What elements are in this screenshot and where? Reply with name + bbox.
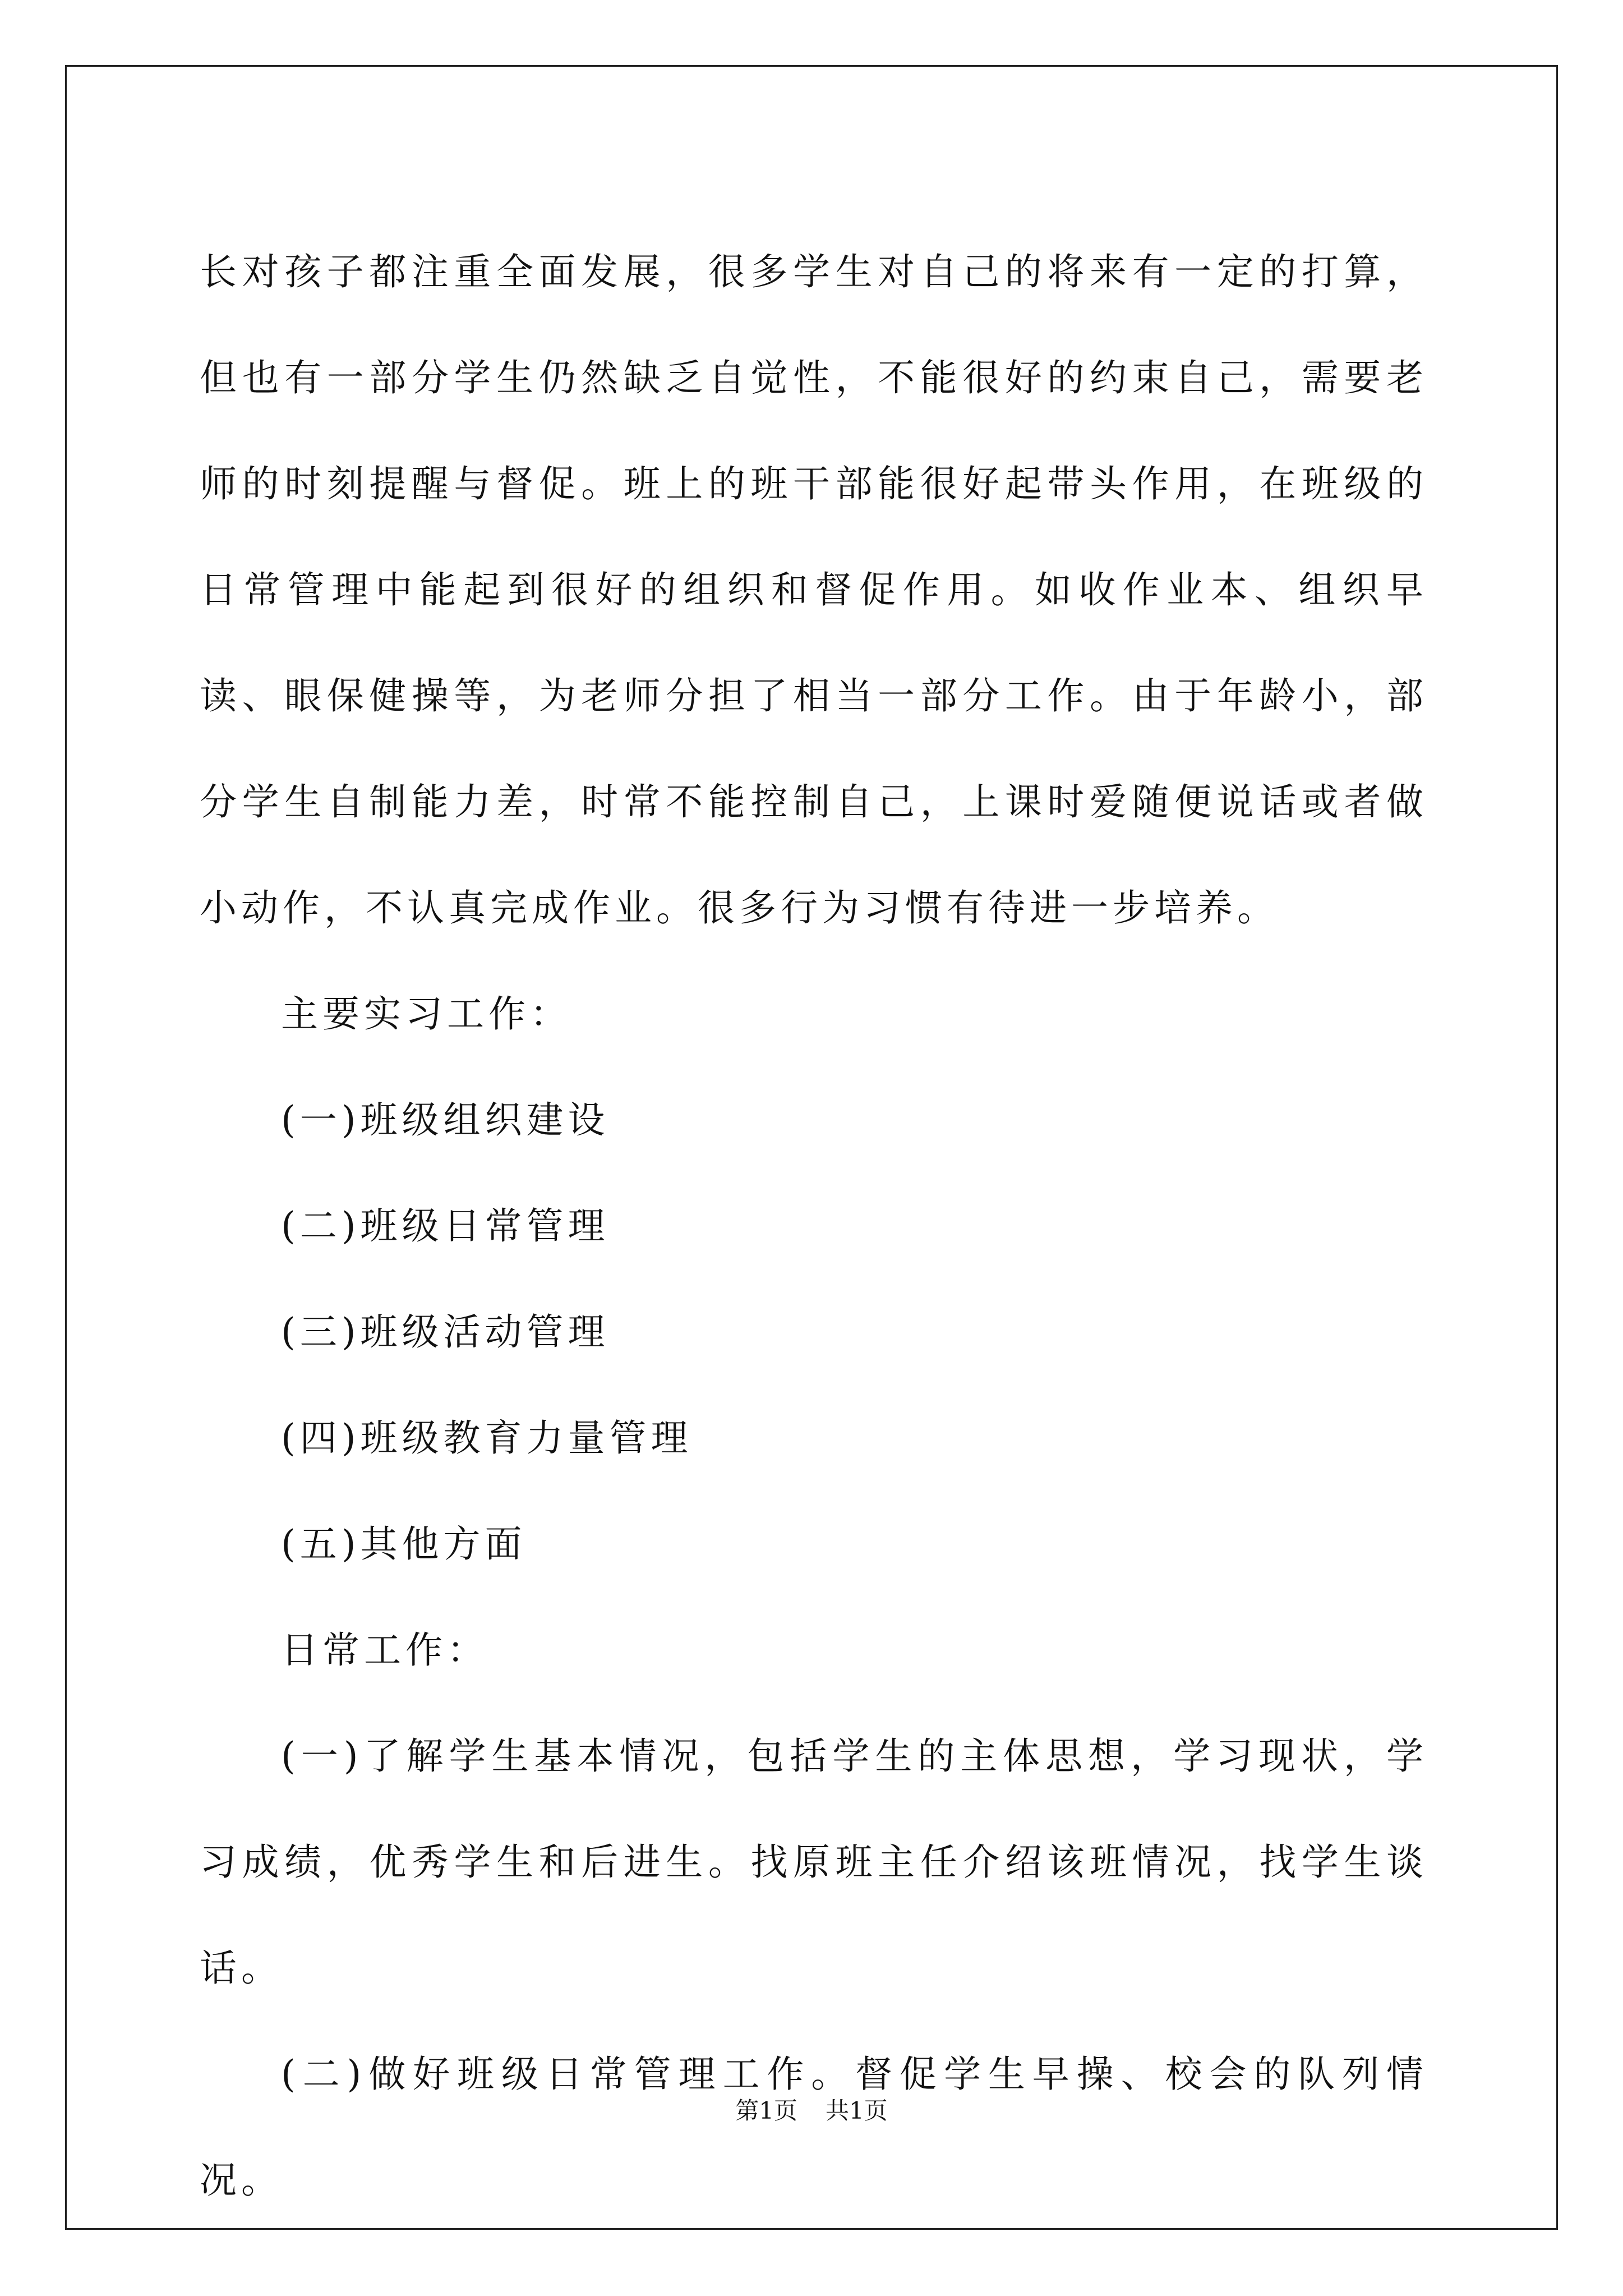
list-item: (二)班级日常管理 bbox=[281, 1204, 610, 1248]
page-footer bbox=[0, 2097, 1623, 2125]
list-item: (五)其他方面 bbox=[281, 1522, 527, 1566]
document-body bbox=[200, 219, 1428, 2233]
paragraph: (二)做好班级日常管理工作。督促学生早操、校会的队列情况。 bbox=[200, 2053, 1428, 2202]
list-item: (三)班级活动管理 bbox=[281, 1310, 610, 1354]
page-number: 第1页 bbox=[735, 2097, 797, 2124]
list-item: (一)班级组织建设 bbox=[281, 1098, 610, 1142]
list-item: (四)班级教育力量管理 bbox=[281, 1416, 693, 1460]
section-heading-main-work: 主要实习工作： bbox=[281, 992, 571, 1036]
section-heading-daily-work: 日常工作： bbox=[281, 1628, 488, 1672]
paragraph: 长对孩子都注重全面发展，很多学生对自己的将来有一定的打算，但也有一部分学生仍然缺乏自觉性，不能很好的约束自己，需要老师的时刻提醒与督促。班上的班干部能很好起带头作用，在班级的日常管理中能起到很好的组织和督促作用。如收作业本、组织早读、眼保健操等，为老师分担了相当一部分工作。由于年龄小，部分学生自制能力差，时常不能控制自己，上课时爱随便说话或者做小动作，不认真完成作业。很多行为习惯有待进一步培养。 bbox=[200, 250, 1428, 930]
page-total: 共1页 bbox=[826, 2097, 888, 2124]
paragraph: (一)了解学生基本情况，包括学生的主体思想，学习现状，学习成绩，优秀学生和后进生。找原班主任介绍该班情况，找学生谈话。 bbox=[200, 1734, 1428, 1990]
